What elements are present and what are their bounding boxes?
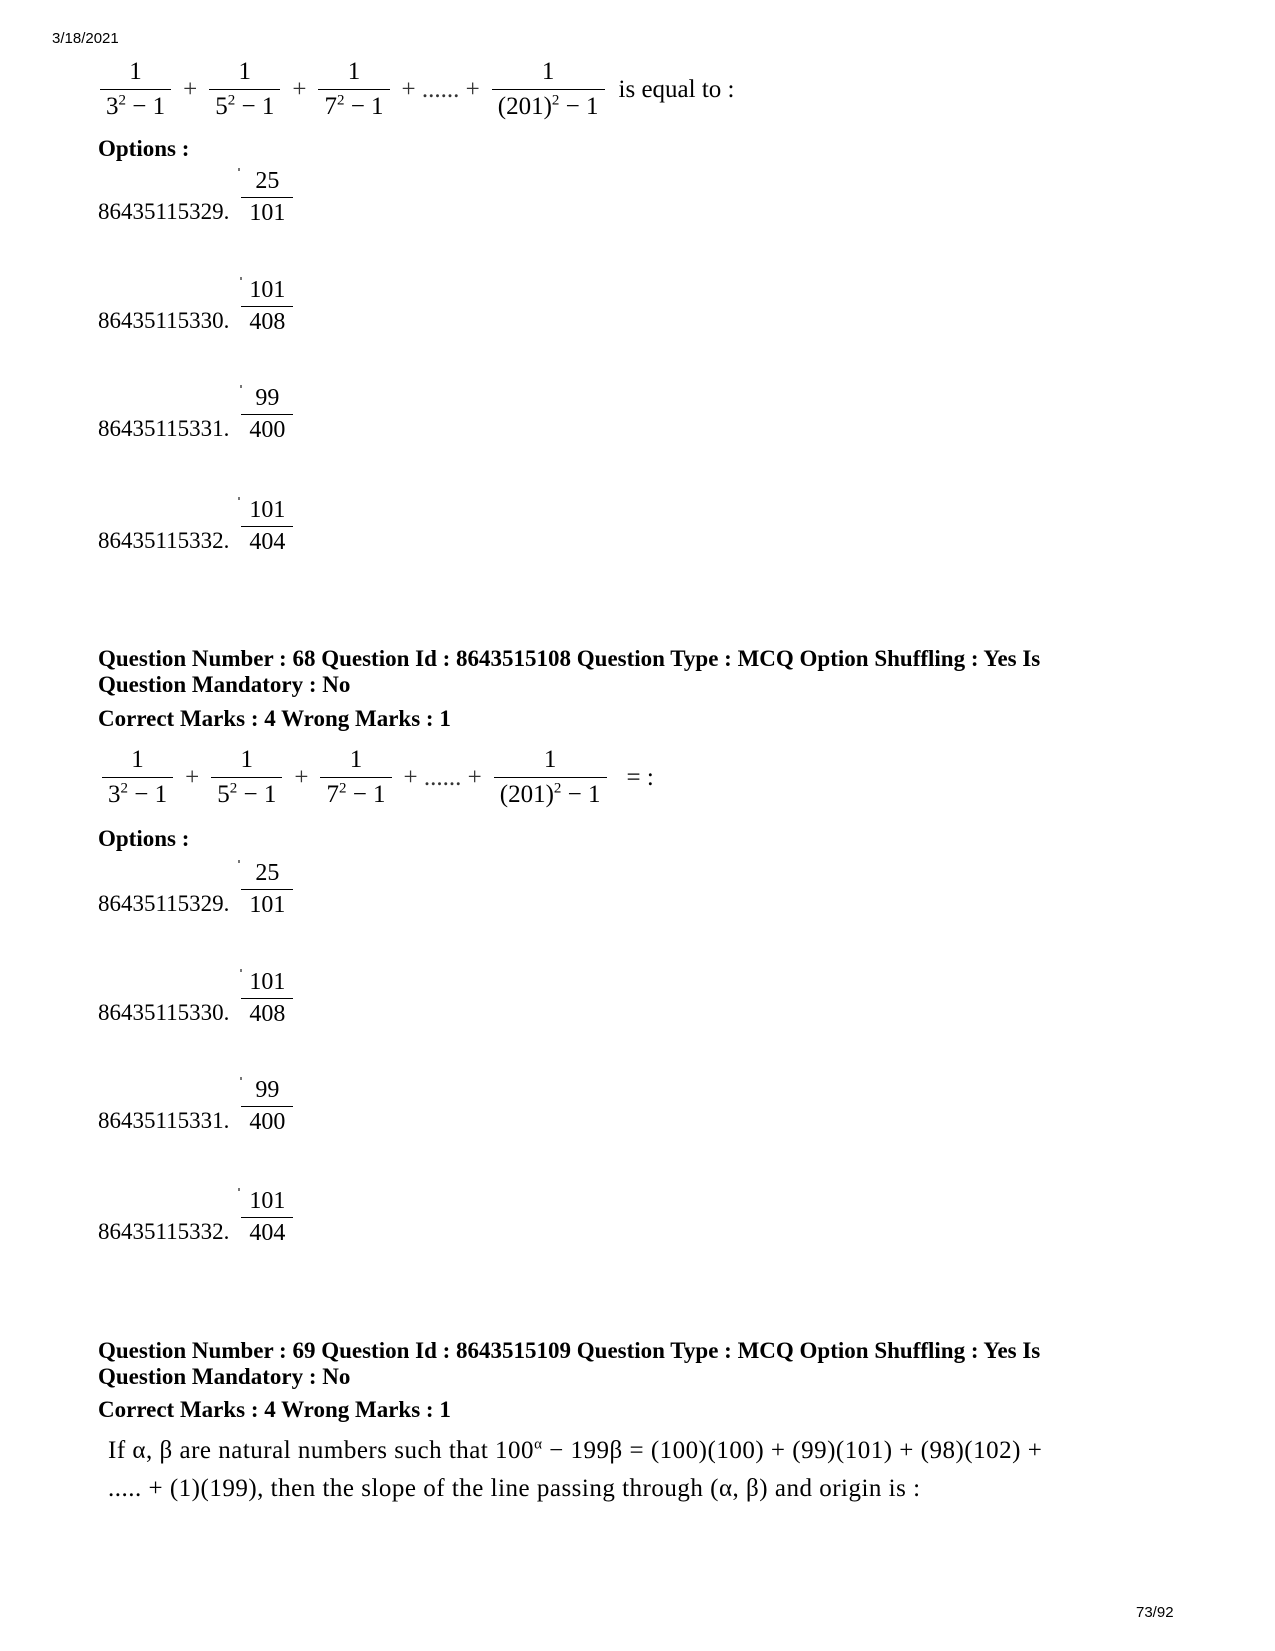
fraction-term-last: $\frac{1}{(201)^2 - 1}$ [494, 746, 607, 809]
option-id: 86435115331. [98, 1108, 230, 1133]
option-fraction: $\frac{25}{101}$ [241, 168, 293, 227]
option-item[interactable] [98, 860, 293, 919]
options-label: Options : [98, 136, 190, 161]
option-item[interactable] [98, 168, 293, 227]
option-fraction: $\frac{101}{404}$ [241, 497, 293, 556]
options-label: Options : [98, 826, 190, 851]
fraction-term-3: $\frac{1}{7^2 - 1}$ [318, 58, 389, 121]
question-68-meta: Question Number : 68 Question Id : 8643515108 Question Type : MCQ Option Shuffling : Yes Is Question Mandatory : No [98, 646, 1041, 697]
option-fraction: $\frac{99}{400}$ [241, 1077, 293, 1136]
fraction-term-3: $\frac{1}{7^2 - 1}$ [320, 746, 391, 809]
option-fraction: $\frac{99}{400}$ [241, 385, 293, 444]
fraction-term-1: $\frac{1}{3^2 - 1}$ [102, 746, 173, 809]
option-id: 86435115330. [98, 308, 230, 333]
option-item[interactable] [98, 385, 293, 444]
option-id: 86435115329. [98, 891, 230, 916]
fraction-term-2: $\frac{1}{5^2 - 1}$ [211, 746, 282, 809]
option-item[interactable] [98, 1077, 293, 1136]
question-69-text: If α, β are natural numbers such that $100^\alpha - 199\beta = (100)(100) + (99)(101) + (98)(102)$ + ..... + (1)(199), then the slope of the line passing through (α, β) and origin is : [108, 1436, 1043, 1502]
expression-trailing-text: is equal to : [618, 75, 735, 103]
option-item[interactable] [98, 969, 293, 1028]
option-id: 86435115332. [98, 528, 230, 553]
print-date: 3/18/2021 [52, 30, 119, 47]
option-id: 86435115332. [98, 1219, 230, 1244]
question-68-marks: Correct Marks : 4 Wrong Marks : 1 [98, 706, 451, 731]
question-69-meta: Question Number : 69 Question Id : 8643515109 Question Type : MCQ Option Shuffling : Yes Is Question Mandatory : No [98, 1338, 1041, 1389]
option-fraction: $\frac{101}{404}$ [241, 1188, 293, 1247]
fraction-term-2: $\frac{1}{5^2 - 1}$ [209, 58, 280, 121]
series-expression-q68: $\frac{1}{3^2 - 1}$ + $\frac{1}{5^2 - 1}$ + $\frac{1}{7^2 - 1}$ + ...... + $\frac{1}{(201)^2 - 1}$ = : [102, 746, 654, 809]
option-id: 86435115330. [98, 1000, 230, 1025]
series-expression-q67: $\frac{1}{3^2 - 1}$ + $\frac{1}{5^2 - 1}$ + $\frac{1}{7^2 - 1}$ + ...... + $\frac{1}{(201)^2 - 1}$ is equal to : [100, 58, 735, 121]
page-number: 73/92 [1136, 1604, 1174, 1621]
option-fraction: $\frac{101}{408}$ [241, 969, 293, 1028]
expression-trailing-text: = : [626, 763, 654, 791]
option-item[interactable] [98, 277, 293, 336]
option-id: 86435115331. [98, 416, 230, 441]
option-item[interactable] [98, 1188, 293, 1247]
option-id: 86435115329. [98, 199, 230, 224]
option-fraction: $\frac{25}{101}$ [241, 860, 293, 919]
option-fraction: $\frac{101}{408}$ [241, 277, 293, 336]
option-item[interactable] [98, 497, 293, 556]
fraction-term-1: $\frac{1}{3^2 - 1}$ [100, 58, 171, 121]
question-69-marks: Correct Marks : 4 Wrong Marks : 1 [98, 1397, 451, 1422]
fraction-term-last: $\frac{1}{(201)^2 - 1}$ [492, 58, 605, 121]
